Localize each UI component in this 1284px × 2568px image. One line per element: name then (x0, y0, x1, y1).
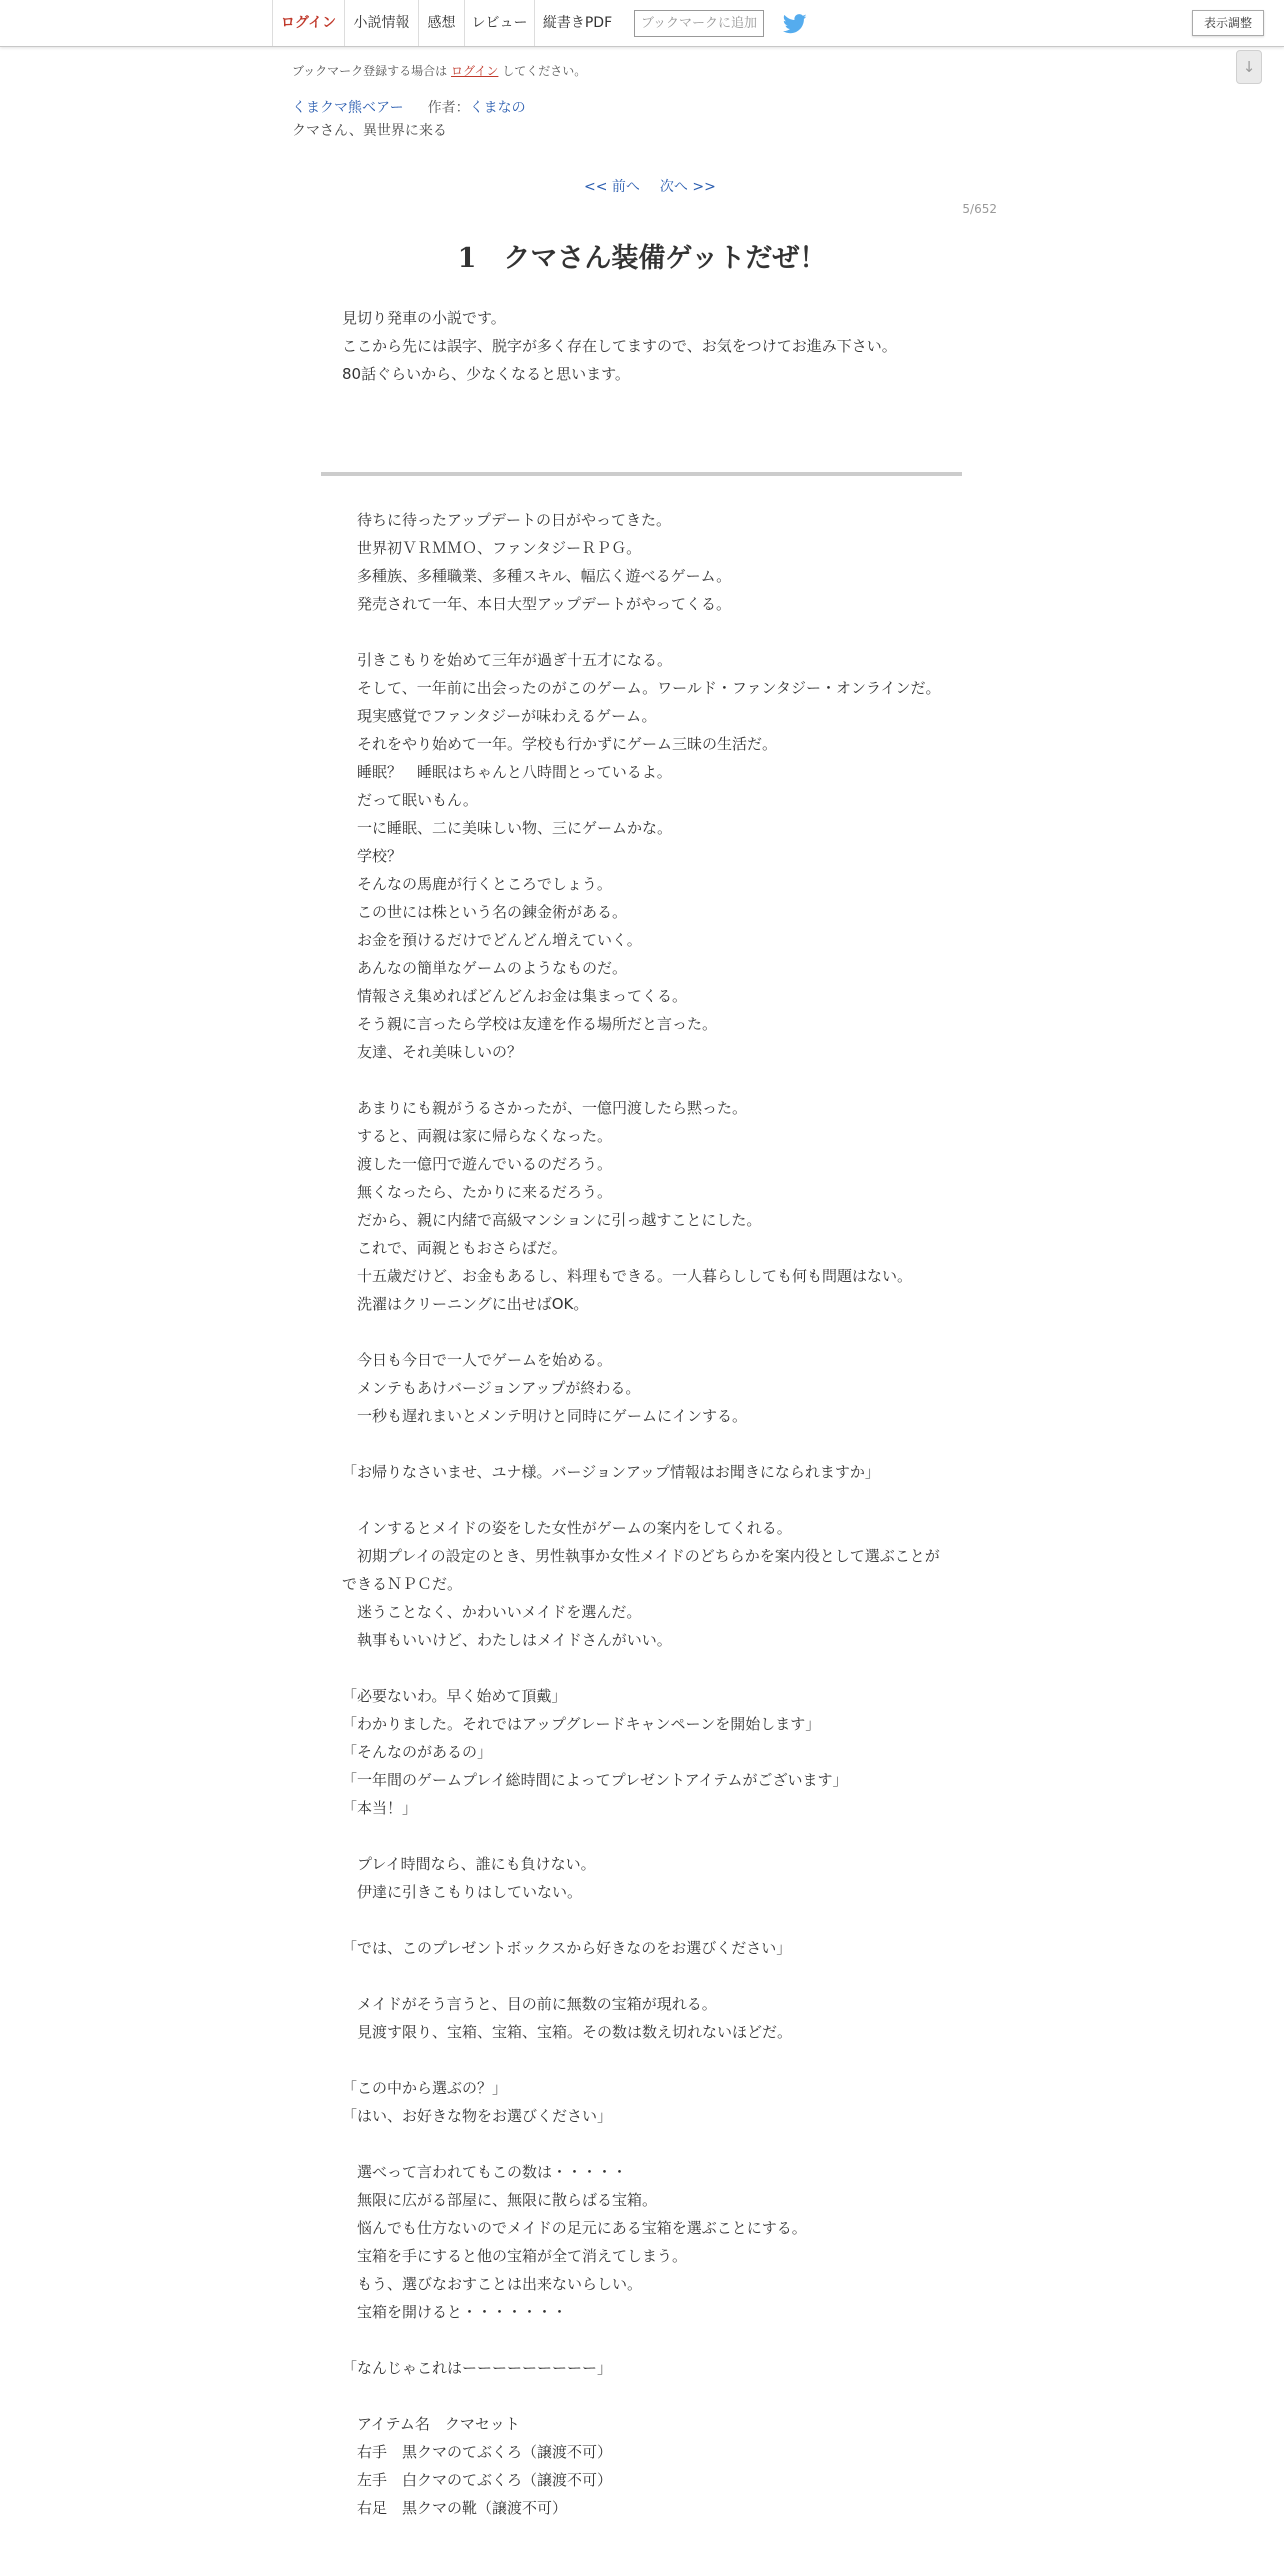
body-line: 見渡す限り、宝箱、宝箱、宝箱。その数は数え切れないほどだ。 (342, 2023, 793, 2041)
page-count: 5/652 (962, 202, 997, 216)
body-line: この世には株という名の錬金術がある。 (342, 903, 628, 921)
body-line (342, 1654, 942, 1682)
body-line (342, 2326, 942, 2354)
preface-line: 見切り発車の小説です。 (342, 309, 506, 327)
novel-subtitle: クマさん、異世界に来る (292, 123, 447, 139)
body-line: 待ちに待ったアップデートの日がやってきた。 (342, 511, 671, 529)
body-line: あんなの簡単なゲームのようなものだ。 (342, 959, 628, 977)
body-line: 宝箱を開けると・・・・・・・ (342, 2303, 568, 2321)
body-line: 迷うことなく、かわいいメイドを選んだ。 (342, 1603, 642, 1621)
nav-novel-info[interactable]: 小説情報 (344, 0, 418, 46)
twitter-bird-icon (782, 14, 808, 34)
scroll-down-button[interactable]: ↓ (1236, 50, 1262, 84)
body-line: 伊達に引きこもりはしていない。 (342, 1883, 583, 1901)
prev-chapter-link[interactable]: << 前へ (584, 179, 640, 195)
body-line: プレイ時間なら、誰にも負けない。 (342, 1855, 596, 1873)
body-line: 渡した一億円で遊んでいるのだろう。 (342, 1155, 613, 1173)
chapter-title: 1 クマさん装備ゲットだぜ！ (457, 243, 827, 274)
body-line: それをやり始めて一年。学校も行かずにゲーム三昧の生活だ。 (342, 735, 778, 753)
body-line: 右手 黒クマのてぶくろ（譲渡不可） (342, 2443, 613, 2461)
twitter-icon[interactable] (782, 14, 808, 34)
body-line (342, 2382, 942, 2410)
body-line: 「わかりました。それではアップグレードキャンペーンを開始します」 (342, 1715, 821, 1733)
series-info (292, 97, 526, 117)
body-line: 「お帰りなさいませ、ユナ様。バージョンアップ情報はお聞きになられますか」 (342, 1463, 880, 1481)
add-bookmark-button[interactable]: ブックマークに追加 (634, 10, 764, 37)
body-line: インするとメイドの姿をした女性がゲームの案内をしてくれる。 (342, 1519, 792, 1537)
login-notice-prefix: ブックマーク登録する場合は (292, 64, 448, 78)
nav-login[interactable]: ログイン (272, 0, 344, 46)
display-settings-button[interactable]: 表示調整 (1192, 10, 1264, 36)
preface (342, 304, 942, 388)
body-line: メンテもあけバージョンアップが終わる。 (342, 1379, 641, 1397)
next-chapter-link[interactable]: 次へ >> (659, 179, 716, 195)
series-title-link[interactable]: くまクマ熊ベアー (292, 100, 404, 116)
body-line: 「この中から選ぶの？」 (342, 2079, 508, 2097)
body-line: 引きこもりを始めて三年が過ぎ十五才になる。 (342, 651, 673, 669)
body-line: 「では、このプレゼントボックスから好きなのをお選びください」 (342, 1939, 792, 1957)
body-line (342, 1486, 942, 1514)
chapter-body (342, 506, 942, 2522)
body-line: 「そんなのがあるの」 (342, 1743, 493, 1761)
body-line: 洗濯はクリーニングに出せばOK。 (342, 1295, 589, 1313)
body-line: 「必要ないわ。早く始めて頂戴」 (342, 1687, 567, 1705)
body-line: 「一年間のゲームプレイ総時間によってプレゼントアイテムがございます」 (342, 1771, 848, 1789)
login-notice (292, 62, 586, 79)
nav-impressions[interactable]: 感想 (418, 0, 464, 46)
author-label: 作者： (427, 100, 470, 116)
body-line: 友達、それ美味しいの？ (342, 1043, 523, 1061)
preface-line: ここから先には誤字、脱字が多く存在してますので、お気をつけてお進み下さい。 (342, 337, 897, 355)
body-line (342, 1430, 942, 1458)
nav-vertical-pdf[interactable]: 縦書きPDF (534, 0, 620, 46)
body-line: 今日も今日で一人でゲームを始める。 (342, 1351, 613, 1369)
body-line: あまりにも親がうるさかったが、一億円渡したら黙った。 (342, 1099, 748, 1117)
body-line: 宝箱を手にすると他の宝箱が全て消えてしまう。 (342, 2247, 688, 2265)
body-line: 十五歳だけど、お金もあるし、料理もできる。一人暮らししても何も問題はない。 (342, 1267, 913, 1285)
body-line: 「本当！」 (342, 1799, 418, 1817)
body-line: 右足 黒クマの靴（譲渡不可） (342, 2499, 568, 2517)
body-line: そんなの馬鹿が行くところでしょう。 (342, 875, 612, 893)
body-line: 世界初ＶＲＭＭＯ、ファンタジーＲＰＧ。 (342, 539, 642, 557)
body-line (342, 1066, 942, 1094)
body-line (342, 2130, 942, 2158)
preface-line: 80話ぐらいから、少なくなると思います。 (342, 365, 630, 383)
body-line: 左手 白クマのてぶくろ（譲渡不可） (342, 2471, 613, 2489)
body-line: 「なんじゃこれはーーーーーーーーー」 (342, 2359, 613, 2377)
body-line: メイドがそう言うと、目の前に無数の宝箱が現れる。 (342, 1995, 717, 2013)
top-navigation-bar (0, 0, 1284, 47)
login-link[interactable]: ログイン (451, 64, 499, 78)
body-line: 学校？ (342, 847, 403, 865)
chapter-pager (584, 176, 736, 196)
body-line: アイテム名 クマセット (342, 2415, 520, 2433)
body-line: だって眠いもん。 (342, 791, 478, 809)
author-link[interactable]: くまなの (469, 100, 526, 116)
body-line: 情報さえ集めればどんどんお金は集まってくる。 (342, 987, 688, 1005)
body-line: 悩んでも仕方ないのでメイドの足元にある宝箱を選ぶことにする。 (342, 2219, 807, 2237)
nav-review[interactable]: レビュー (464, 0, 534, 46)
body-line: 選べって言われてもこの数は・・・・・ (342, 2163, 628, 2181)
body-line: 初期プレイの設定のとき、男性執事か女性メイドのどちらかを案内役として選ぶことができるＮＰＣだ。 (342, 1547, 940, 1593)
body-line (342, 618, 942, 646)
login-notice-suffix: してください。 (502, 64, 587, 78)
body-line: だから、親に内緒で高級マンションに引っ越すことにした。 (342, 1211, 762, 1229)
body-line: 無限に広がる部屋に、無限に散らばる宝箱。 (342, 2191, 658, 2209)
body-line: 現実感覚でファンタジーが味わえるゲーム。 (342, 707, 657, 725)
body-line: もう、選びなおすことは出来ないらしい。 (342, 2275, 643, 2293)
body-line: 「はい、お好きな物をお選びください」 (342, 2107, 613, 2125)
body-line: 一秒も遅れまいとメンテ明けと同時にゲームにインする。 (342, 1407, 748, 1425)
body-line (342, 1318, 942, 1346)
body-line: そして、一年前に出会ったのがこのゲーム。ワールド・ファンタジー・オンラインだ。 (342, 679, 941, 697)
body-line (342, 1962, 942, 1990)
body-line: 無くなったら、たかりに来るだろう。 (342, 1183, 613, 1201)
body-line (342, 2046, 942, 2074)
body-line: これで、両親ともおさらばだ。 (342, 1239, 567, 1257)
preface-divider (321, 472, 962, 476)
body-line: 一に睡眠、二に美味しい物、三にゲームかな。 (342, 819, 673, 837)
body-line (342, 1906, 942, 1934)
body-line: 執事もいいけど、わたしはメイドさんがいい。 (342, 1631, 672, 1649)
body-line: 発売されて一年、本日大型アップデートがやってくる。 (342, 595, 731, 613)
body-line: すると、両親は家に帰らなくなった。 (342, 1127, 613, 1145)
body-line: お金を預けるだけでどんどん増えていく。 (342, 931, 642, 949)
body-line: 多種族、多種職業、多種スキル、幅広く遊べるゲーム。 (342, 567, 732, 585)
body-line (342, 1822, 942, 1850)
body-line: 睡眠？ 睡眠はちゃんと八時間とっているよ。 (342, 763, 672, 781)
body-line: そう親に言ったら学校は友達を作る場所だと言った。 (342, 1015, 718, 1033)
